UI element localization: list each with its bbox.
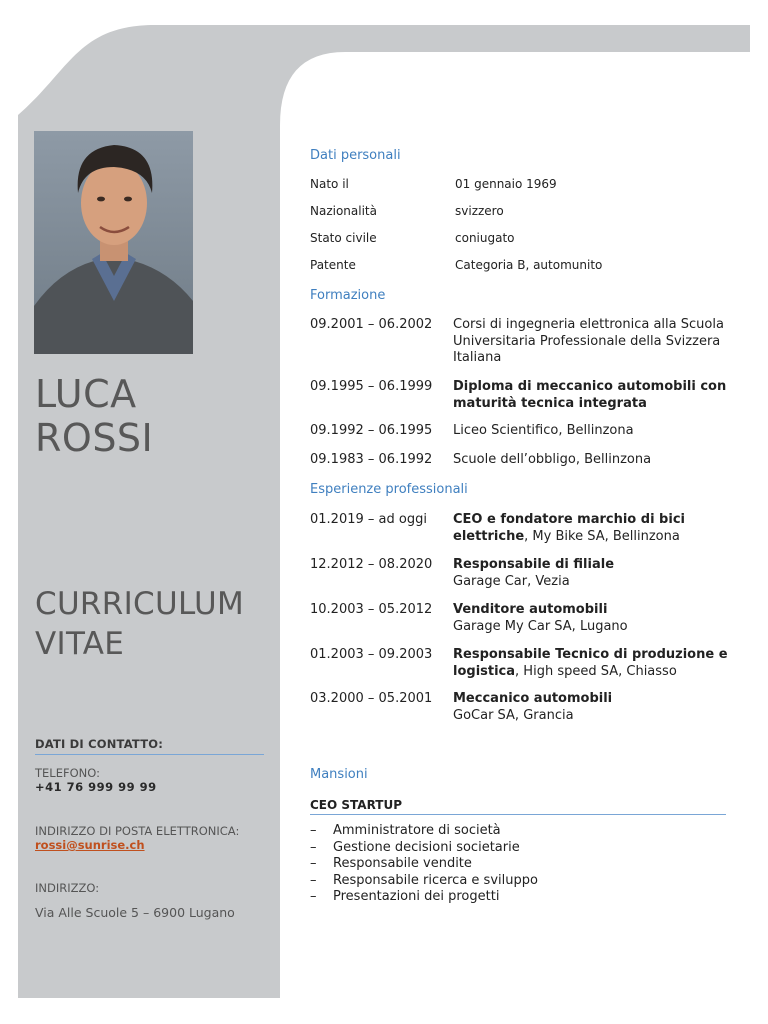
- list-dash: –: [310, 889, 317, 904]
- experience-company: , My Bike SA, Bellinzona: [524, 528, 680, 544]
- experience-role: Venditore automobili: [453, 602, 608, 617]
- experience-dates: 01.2003 – 09.2003: [310, 647, 433, 662]
- list-item: – Responsabile vendite: [310, 856, 472, 871]
- experience-company: Garage Car, Vezia: [453, 573, 570, 589]
- document-title: [35, 584, 244, 664]
- contact-block: [35, 737, 264, 920]
- education-dates: 09.1995 – 06.1999: [310, 379, 433, 394]
- candidate-name: [35, 372, 153, 460]
- personal-value: 01 gennaio 1969: [455, 177, 557, 191]
- experience-role: CEO e fondatore marchio di bici elettriche: [453, 512, 685, 544]
- experience-role: Responsabile Tecnico di produzione e logistica: [453, 647, 728, 679]
- email-link[interactable]: rossi@sunrise.ch: [35, 838, 145, 852]
- section-title-education: Formazione: [310, 288, 386, 303]
- phone-label: TELEFONO:: [35, 766, 100, 780]
- experience-role: Responsabile di filiale: [453, 557, 615, 572]
- list-item: – Gestione decisioni societarie: [310, 839, 520, 855]
- experience-dates: 10.2003 – 05.2012: [310, 602, 433, 617]
- list-item: – Presentazioni dei progetti: [310, 889, 500, 904]
- list-dash: –: [310, 872, 317, 888]
- experience-dates: 01.2019 – ad oggi: [310, 512, 427, 527]
- list-item: – Responsabile ricerca e sviluppo: [310, 872, 538, 888]
- personal-value: coniugato: [455, 231, 515, 245]
- education-title: Diploma di meccanico automobili con maturità tecnica integrata: [453, 379, 727, 411]
- personal-value: Categoria B, automunito: [455, 258, 603, 272]
- cv-title-line1: CURRICULUM: [35, 586, 245, 622]
- personal-label: Stato civile: [310, 231, 377, 245]
- education-text: Scuole dell’obbligo, Bellinzona: [453, 452, 652, 467]
- experience-dates: 03.2000 – 05.2001: [310, 691, 433, 706]
- list-dash: –: [310, 839, 317, 855]
- contact-heading: DATI DI CONTATTO:: [35, 737, 264, 755]
- first-name: LUCA: [35, 372, 137, 416]
- cv-title-line2: VITAE: [35, 626, 125, 662]
- section-title-personal: Dati personali: [310, 148, 401, 163]
- education-text: Corsi di ingegneria elettronica alla Scuola Universitaria Professionale della Svizzera Italiana: [453, 317, 724, 365]
- education-dates: 09.1983 – 06.1992: [310, 452, 433, 467]
- job-heading: CEO STARTUP: [310, 798, 726, 815]
- list-dash: –: [310, 823, 317, 838]
- experience-dates: 12.2012 – 08.2020: [310, 557, 433, 572]
- education-dates: 09.2001 – 06.2002: [310, 317, 433, 332]
- email-label: INDIRIZZO DI POSTA ELETTRONICA:: [35, 824, 240, 838]
- education-text: Liceo Scientifico, Bellinzona: [453, 423, 634, 438]
- personal-label: Patente: [310, 258, 356, 272]
- experience-company: Garage My Car SA, Lugano: [453, 618, 628, 634]
- section-title-duties: Mansioni: [310, 767, 368, 782]
- experience-role: Meccanico automobili: [453, 691, 613, 706]
- personal-label: Nazionalità: [310, 204, 377, 218]
- list-dash: –: [310, 856, 317, 871]
- profile-photo: [34, 131, 193, 354]
- experience-company: , High speed SA, Chiasso: [515, 663, 677, 679]
- duties-list: [310, 823, 538, 906]
- phone-value: +41 76 999 99 99: [35, 780, 157, 794]
- personal-label: Nato il: [310, 177, 349, 191]
- education-dates: 09.1992 – 06.1995: [310, 423, 433, 438]
- section-title-experience: Esperienze professionali: [310, 482, 468, 497]
- experience-company: GoCar SA, Grancia: [453, 707, 574, 723]
- address-label: INDIRIZZO:: [35, 881, 100, 895]
- address-value: Via Alle Scuole 5 – 6900 Lugano: [35, 905, 235, 920]
- list-item: – Amministratore di società: [310, 823, 501, 838]
- personal-value: svizzero: [455, 204, 504, 218]
- last-name: ROSSI: [35, 416, 154, 460]
